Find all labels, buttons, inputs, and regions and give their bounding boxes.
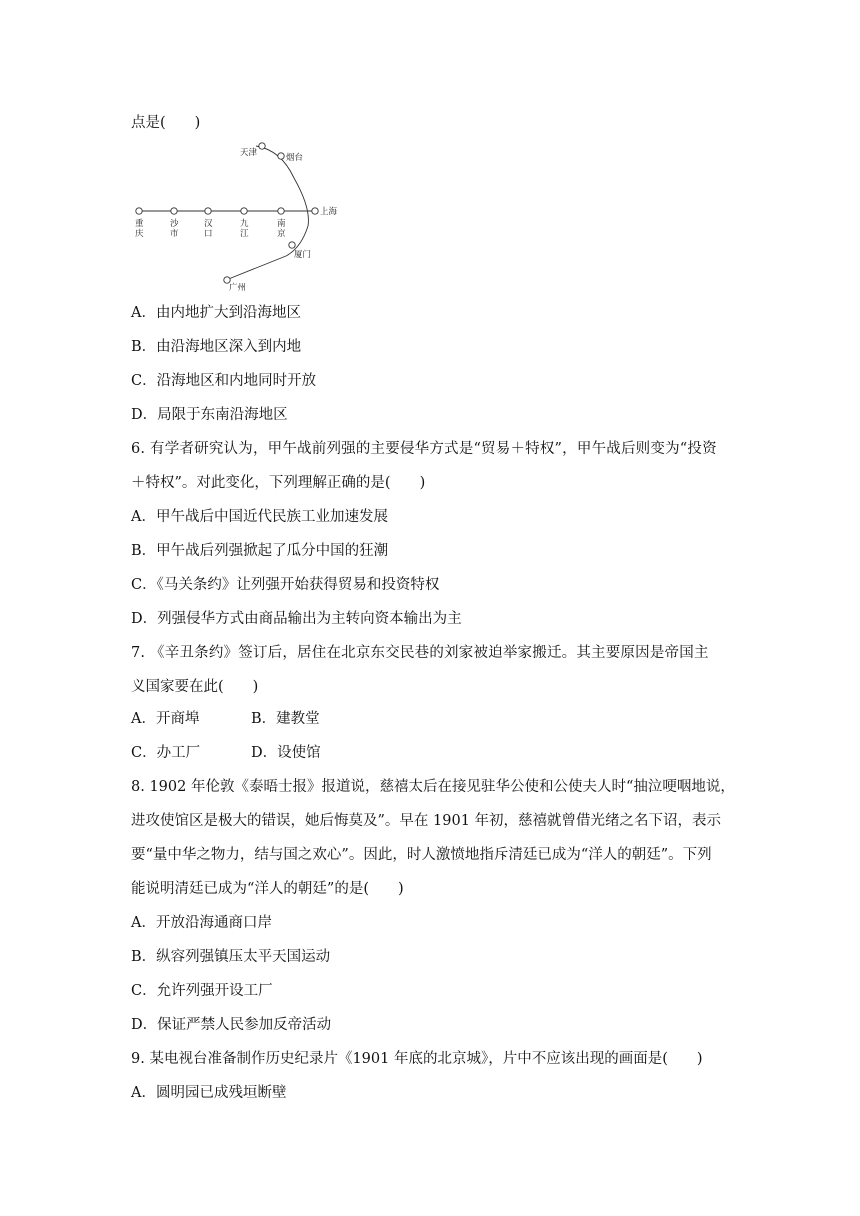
city-marker-yantai <box>278 153 284 159</box>
q8-option-a: A．开放沿海通商口岸 <box>131 915 272 931</box>
q8-option-b: B．纵容列强镇压太平天国运动 <box>131 949 331 965</box>
q8-stem-line3: 要“量中华之物力，结与国之欢心”。因此，时人激愤地指斥清廷已成为“洋人的朝廷”。下列 <box>131 847 712 863</box>
label-chongqing-1: 重 <box>135 219 144 229</box>
q9-option-a: A．圆明园已成残垣断壁 <box>131 1085 287 1101</box>
city-marker-hankou <box>205 208 211 214</box>
q7-stem-line1: 7. 《辛丑条约》签订后，居住在北京东交民巷的刘家被迫举家搬迁。其主要原因是帝国主 <box>131 645 709 661</box>
city-marker-tianjin <box>259 143 265 149</box>
city-marker-nanjing <box>278 208 284 214</box>
label-shashi-1: 沙 <box>170 219 179 229</box>
q5-option-b: B．由沿海地区深入到内地 <box>131 339 302 355</box>
label-jiujiang-1: 九 <box>240 219 249 229</box>
q8-stem-line1: 8. 1902 年伦敦《泰晤士报》报道说，慈禧太后在接见驻华公使和公使夫人时“抽泣哽咽地说， <box>131 779 735 795</box>
treaty-ports-map <box>126 138 356 298</box>
q7-stem-line2: 义国家要在此( ) <box>131 679 259 695</box>
q6-option-a: A．甲午战后中国近代民族工业加速发展 <box>131 509 388 525</box>
label-jiujiang-2: 江 <box>240 229 249 239</box>
q7-option-c: C．办工厂 <box>131 745 201 761</box>
label-nanjing-1: 南 <box>277 219 286 229</box>
label-yantai: 烟台 <box>286 153 304 163</box>
q8-option-d: D．保证严禁人民参加反帝活动 <box>131 1017 332 1033</box>
label-guangzhou: 广州 <box>229 283 247 293</box>
label-tianjin: 天津 <box>240 148 258 158</box>
q5-option-d: D．局限于东南沿海地区 <box>131 407 288 423</box>
q7-option-b: B．建教堂 <box>251 711 320 727</box>
q8-stem-line2: 进攻使馆区是极大的错误，她后悔莫及”。早在 1901 年初，慈禧就曾借光绪之名下诏，表示 <box>131 813 722 829</box>
city-marker-shanghai <box>312 208 318 214</box>
label-shashi-2: 市 <box>170 229 179 239</box>
label-chongqing-2: 庆 <box>135 229 144 239</box>
q7-option-a: A．开商埠 <box>131 711 200 727</box>
q5-option-c: C．沿海地区和内地同时开放 <box>131 373 317 389</box>
q6-stem-line2: ＋特权”。对此变化，下列理解正确的是( ) <box>131 475 426 491</box>
q5-option-a: A．由内地扩大到沿海地区 <box>131 305 301 321</box>
label-shanghai: 上海 <box>320 207 338 217</box>
city-marker-jiujiang <box>241 208 247 214</box>
q6-option-c: C．《马关条约》让列强开始获得贸易和投资特权 <box>131 577 440 593</box>
city-marker-shashi <box>171 208 177 214</box>
q7-option-d: D．设使馆 <box>251 745 321 761</box>
label-hankou-2: 口 <box>204 229 213 239</box>
q6-option-d: D．列强侵华方式由商品输出为主转向资本输出为主 <box>131 611 462 627</box>
q6-option-b: B．甲午战后列强掀起了瓜分中国的狂潮 <box>131 543 389 559</box>
label-hankou-1: 汉 <box>204 219 213 229</box>
q7-options-row-2 <box>131 743 321 763</box>
q6-stem-line1: 6. 有学者研究认为，甲午战前列强的主要侵华方式是“贸易＋特权”，甲午战后则变为“投资 <box>131 441 717 457</box>
q9-stem-line1: 9. 某电视台准备制作历史纪录片《1901 年底的北京城》，片中不应该出现的画面是( ) <box>131 1051 703 1067</box>
city-marker-chongqing <box>136 208 142 214</box>
city-marker-xiamen <box>289 242 295 248</box>
q8-stem-line4: 能说明清廷已成为“洋人的朝廷”的是( ) <box>131 881 404 897</box>
q7-options-row-1 <box>131 709 320 729</box>
q8-option-c: C．允许列强开设工厂 <box>131 983 273 999</box>
label-nanjing-2: 京 <box>277 229 286 239</box>
q5-stem-tail: 点是( ) <box>131 115 201 131</box>
label-xiamen: 厦门 <box>294 250 312 260</box>
